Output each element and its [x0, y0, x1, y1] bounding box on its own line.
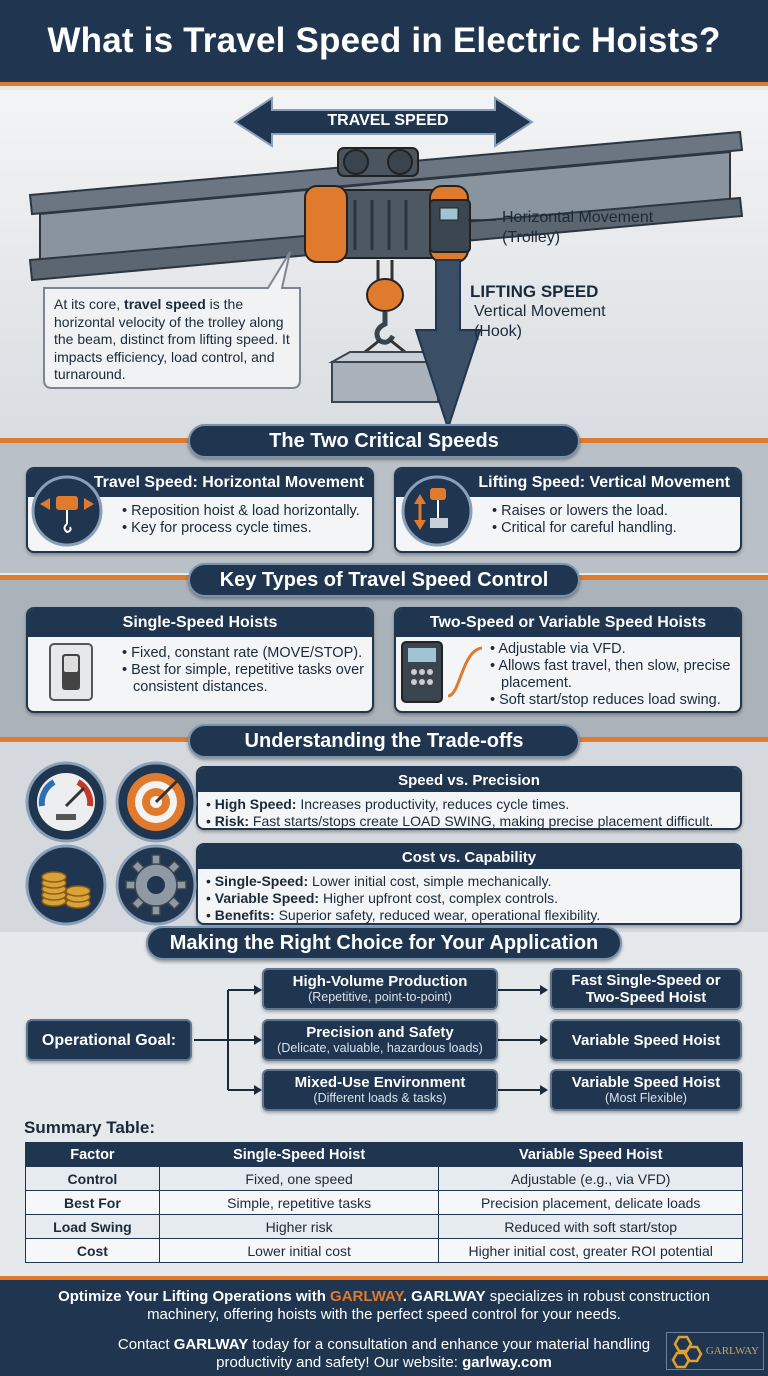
option-sub: (Different loads & tasks) — [313, 1091, 447, 1105]
coins-icon — [24, 843, 108, 927]
result-title: Fast Single-Speed or Two-Speed Hoist — [571, 972, 721, 1006]
bullet-text: Lower initial cost, simple mechanically. — [308, 873, 552, 889]
result-mixed-use — [550, 1069, 742, 1111]
table-cell: Cost — [26, 1239, 160, 1263]
footer-text: specializes in robust construction machinery, offering hoists with the perfect speed control for your needs. — [147, 1288, 710, 1323]
bullet-text: Higher upfront cost, complex controls. — [319, 890, 558, 906]
bullet-bold: Variable Speed: — [214, 890, 320, 906]
trolley-wheels-icon — [338, 148, 418, 176]
footer-text: Contact — [117, 1336, 174, 1353]
option-sub: (Delicate, valuable, hazardous loads) — [277, 1041, 483, 1055]
table-cell: Precision placement, delicate loads — [439, 1191, 743, 1215]
bullet-bold: High Speed: — [214, 796, 297, 812]
variable-speed-card-title: Two-Speed or Variable Speed Hoists — [396, 609, 740, 637]
result-sub: (Most Flexible) — [605, 1091, 687, 1105]
table-cell: Reduced with soft start/stop — [439, 1215, 743, 1239]
bullet-text: Superior safety, reduced wear, operational flexibility. — [274, 907, 601, 923]
table-cell: Load Swing — [26, 1215, 160, 1239]
table-header-row — [26, 1143, 743, 1167]
vertical-movement-text: Vertical Movement — [474, 303, 606, 320]
bullet: • Raises or lowers the load. — [492, 503, 740, 520]
summary-table — [25, 1142, 743, 1263]
vertical-movement-sub: (Hook) — [474, 323, 523, 340]
bullet-bold: Single-Speed: — [214, 873, 309, 889]
logo-text: GARLWAY — [705, 1345, 759, 1357]
choice-heading: Making the Right Choice for Your Application — [146, 926, 622, 960]
callout-text-bold: travel speed — [124, 296, 206, 312]
option-high-volume — [262, 968, 498, 1010]
bullet — [206, 813, 742, 830]
result-title: Variable Speed Hoist — [571, 1074, 721, 1091]
bullet: • Best for simple, repetitive tasks over consistent distances. — [122, 662, 372, 696]
garlway-logo — [666, 1332, 764, 1370]
table-cell: Higher initial cost, greater ROI potential — [439, 1239, 743, 1263]
brand-name: GARLWAY — [173, 1336, 249, 1353]
result-title: Variable Speed Hoist — [571, 1031, 721, 1049]
bullet: • Key for process cycle times. — [122, 520, 372, 537]
bullet — [206, 890, 742, 907]
website-link[interactable]: garlway.com — [462, 1354, 552, 1371]
horizontal-movement-label — [502, 208, 653, 248]
vfd-controller-icon — [400, 640, 486, 706]
footer-paragraph-2 — [90, 1336, 678, 1372]
table-cell: Adjustable (e.g., via VFD) — [439, 1167, 743, 1191]
travel-speed-label: TRAVEL SPEED — [327, 112, 449, 129]
bullet-bold: Benefits: — [214, 907, 275, 923]
bullet-bold: Risk: — [214, 813, 250, 829]
option-title: High-Volume Production — [292, 973, 468, 990]
callout-text-post: is the horizontal velocity of the trolley along the beam, distinct from lifting speed. It impacts efficiency, load control, and turnaround. — [54, 296, 290, 382]
option-mixed-use — [262, 1069, 498, 1111]
speed-vs-precision-bullets — [206, 796, 742, 830]
table-cell: Best For — [26, 1191, 160, 1215]
bullet: • Allows fast travel, then slow, precise placement. — [490, 658, 740, 692]
lifting-speed-card-title: Lifting Speed: Vertical Movement — [396, 469, 740, 497]
summary-table-wrap — [25, 1142, 743, 1263]
horizontal-hoist-icon — [30, 474, 104, 548]
travel-speed-card-title: Travel Speed: Horizontal Movement — [28, 469, 372, 497]
single-speed-card-title: Single-Speed Hoists — [28, 609, 372, 637]
footer-text: Optimize Your Lifting Operations with — [58, 1288, 331, 1305]
result-high-volume — [550, 968, 742, 1010]
switch-icon — [48, 642, 94, 702]
option-title: Precision and Safety — [306, 1024, 454, 1041]
brand-name: GARLWAY — [411, 1288, 486, 1305]
table-cell: Control — [26, 1167, 160, 1191]
table-cell: Simple, repetitive tasks — [159, 1191, 439, 1215]
operational-goal-box — [26, 1019, 192, 1061]
variable-speed-card-bullets — [490, 641, 740, 709]
bullet: • Reposition hoist & load horizontally. — [122, 503, 372, 520]
vertical-hoist-icon — [400, 474, 474, 548]
table-cell: Lower initial cost — [159, 1239, 439, 1263]
option-title: Mixed-Use Environment — [294, 1074, 466, 1091]
speed-vs-precision-card — [196, 766, 742, 830]
cost-vs-capability-bullets — [206, 873, 742, 924]
bullet — [206, 873, 742, 890]
callout-text — [54, 296, 294, 384]
single-speed-card-bullets — [122, 645, 372, 696]
table-cell: Higher risk — [159, 1215, 439, 1239]
callout-text-pre: At its core, — [54, 296, 125, 312]
option-sub: (Repetitive, point-to-point) — [308, 990, 452, 1004]
travel-speed-card-bullets — [122, 503, 372, 537]
lifting-speed-label — [470, 282, 606, 342]
speed-vs-precision-title: Speed vs. Precision — [198, 768, 740, 792]
page-header — [0, 0, 768, 86]
horizontal-movement-text: Horizontal Movement — [502, 209, 654, 226]
footer-text: . — [402, 1288, 412, 1305]
two-speeds-heading: The Two Critical Speeds — [188, 424, 580, 458]
tradeoffs-heading: Understanding the Trade-offs — [188, 724, 580, 758]
control-types-heading: Key Types of Travel Speed Control — [188, 563, 580, 597]
page-title: What is Travel Speed in Electric Hoists? — [47, 21, 721, 60]
bullet: • Fixed, constant rate (MOVE/STOP). — [122, 645, 372, 662]
lifting-speed-card-bullets — [492, 503, 740, 537]
result-precision — [550, 1019, 742, 1061]
option-precision — [262, 1019, 498, 1061]
table-row — [26, 1191, 743, 1215]
table-row — [26, 1215, 743, 1239]
table-header: Single-Speed Hoist — [159, 1143, 439, 1167]
table-header: Factor — [26, 1143, 160, 1167]
bullet: • Critical for careful handling. — [492, 520, 740, 537]
brand-name: GARLWAY — [330, 1288, 403, 1305]
hexagon-logo-icon — [669, 1335, 703, 1369]
bullet: • Adjustable via VFD. — [490, 641, 740, 658]
speedometer-icon — [24, 760, 108, 844]
hoist-motor-icon — [305, 186, 470, 262]
cost-vs-capability-card — [196, 843, 742, 925]
table-row — [26, 1167, 743, 1191]
operational-goal-label: Operational Goal: — [41, 1031, 177, 1049]
footer-paragraph-1 — [40, 1288, 728, 1324]
bullet — [206, 796, 742, 813]
hoist-illustration — [0, 90, 768, 438]
horizontal-movement-sub: (Trolley) — [502, 229, 561, 246]
gear-icon — [114, 843, 198, 927]
footer — [0, 1276, 768, 1376]
cost-vs-capability-title: Cost vs. Capability — [198, 845, 740, 869]
table-row — [26, 1239, 743, 1263]
table-cell: Fixed, one speed — [159, 1167, 439, 1191]
lifting-speed-title: LIFTING SPEED — [470, 282, 599, 301]
bullet-text: Increases productivity, reduces cycle times. — [296, 796, 570, 812]
footer-text: today for a consultation and enhance your material handling productivity and safety! Our website: — [216, 1336, 651, 1371]
hero-illustration — [0, 90, 768, 438]
bullet: • Soft start/stop reduces load swing. — [490, 692, 740, 709]
summary-label: Summary Table: — [24, 1118, 156, 1137]
bullet-text: Fast starts/stops create LOAD SWING, making precise placement difficult. — [249, 813, 714, 829]
bullet — [206, 907, 742, 924]
target-icon — [114, 760, 198, 844]
table-header: Variable Speed Hoist — [439, 1143, 743, 1167]
